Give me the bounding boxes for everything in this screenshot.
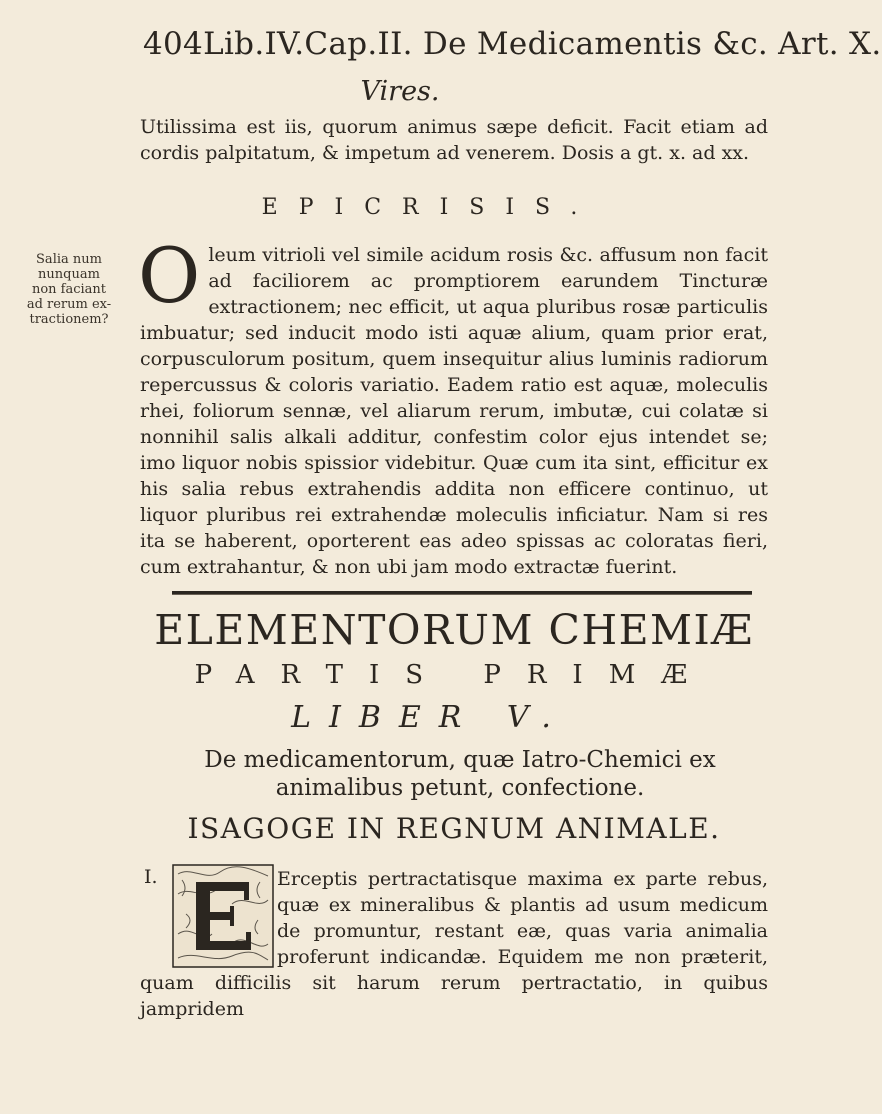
margin-note-line: non faciant [31, 282, 107, 297]
book-title: ELEMENTORUM CHEMIÆ [154, 606, 754, 654]
paragraph-isagoge-text: Erceptis pertractatisque maxima ex parte rebus, quæ ex mineralibus & plantis ad usum medicum de promuntur, restant eæ, quas varia animalia proferunt indicandæ. Equidem me non præterit, quam difficilis sit harum rerum pertractatio, in quibus jampridem [140, 868, 768, 1020]
vires-heading: Vires. [360, 76, 440, 107]
paragraph-number: I. [144, 866, 158, 888]
paragraph-epicrisis-text: leum vitrioli vel simile acidum rosis &c. affusum non facit ad faciliorem ac promptiorem earundem Tincturæ extractionem; nec efficit, ut aqua pluribus rosæ particulis imbuatur; sed inducit modo isti aquæ alium, quam prior erat, corpusculorum positum, quem insequitur alius luminis radiorum repercussus & coloris variatio. Eadem ratio est aquæ, moleculis rhei, foliorum sennæ, vel aliarum rerum, imbutæ, cui colatæ si nonnihil salis alkali additur, confestim color ejus intendet se; imo liquor nobis spissior videbitur. Quæ cum ita sint, efficitur ex his salia rebus extrahendis addita non efficere continuo, ut liquor pluribus rei extrahendæ moleculis inficiatur. Nam si res ita se haberent, oporterent eas adeo spissas ac coloratas fieri, cum extrahantur, & non ubi jam modo extractæ fuerint. [140, 244, 768, 578]
subtitle-line: De medicamentorum, quæ Iatro-Chemici ex [204, 747, 716, 773]
running-head: 404Lib.IV.Cap.II. De Medicamentis &c. Art. X. [143, 26, 882, 62]
margin-note-line: Salia num [36, 252, 102, 267]
subtitle-line: animalibus petunt, confectione. [275, 775, 645, 801]
margin-note-line: tractionem? [29, 312, 109, 327]
partis-heading: PARTIS PRIMÆ [194, 660, 714, 690]
isagoge-heading: ISAGOGE IN REGNUM ANIMALE. [187, 812, 721, 845]
paragraph-epicrisis [138, 231, 768, 580]
liber-heading: LIBER V. [291, 700, 569, 735]
paragraph-isagoge [140, 866, 768, 1022]
book-subtitle [180, 746, 740, 802]
epicrisis-heading: EPICRISIS. [261, 195, 599, 220]
drop-cap-o: O [138, 231, 201, 320]
margin-note [8, 252, 130, 327]
paragraph-vires [140, 114, 768, 166]
margin-note-line: nunquam [38, 267, 100, 282]
section-divider-rule [172, 591, 752, 595]
initial-spacer [140, 866, 277, 970]
margin-note-line: ad rerum ex- [26, 297, 112, 312]
paragraph-vires-text: Utilissima est iis, quorum animus sæpe deficit. Facit etiam ad cordis palpitatum, & impetum ad venerem. Dosis a gt. x. ad xx. [140, 116, 768, 164]
